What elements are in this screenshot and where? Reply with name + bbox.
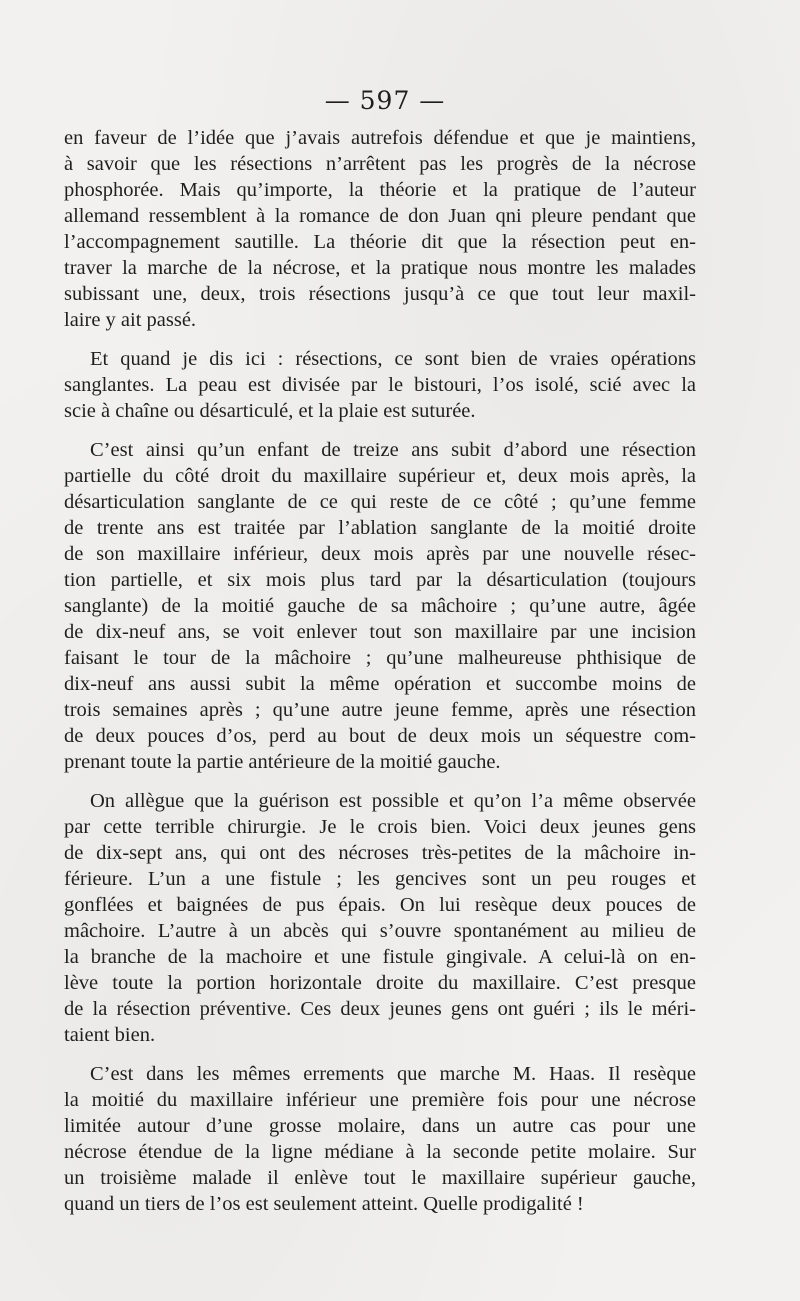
paragraph-5 (64, 1061, 696, 1217)
text-line: quand un tiers de l’os est seulement atteint. Quelle prodigalité ! (64, 1193, 584, 1215)
text-line: Et quand je dis ici : résections, ce sont bien de vraies opérations (90, 348, 696, 370)
text-line: traver la marche de la nécrose, et la pratique nous montre les malades (64, 257, 696, 279)
text-line: phosphorée. Mais qu’importe, la théorie et la pratique de l’auteur (64, 179, 696, 201)
text-line: de dix-neuf ans, se voit enlever tout son maxillaire par une incision (64, 621, 696, 643)
text-line: l’accompagnement sautille. La théorie dit que la résection peut en- (64, 231, 696, 253)
text-line: sanglantes. La peau est divisée par le bistouri, l’os isolé, scié avec la (64, 374, 696, 396)
text-line: partielle du côté droit du maxillaire supérieur et, deux mois après, la (64, 465, 696, 487)
text-line: scie à chaîne ou désarticulé, et la plaie est suturée. (64, 400, 476, 422)
text-line: mâchoire. L’autre à un abcès qui s’ouvre spontanément au milieu de (64, 920, 696, 942)
text-line: sanglante) de la moitié gauche de sa mâchoire ; qu’une autre, âgée (64, 595, 696, 617)
text-line: férieure. L’un a une fistule ; les gencives sont un peu rouges et (64, 868, 696, 890)
paragraph-1 (64, 125, 696, 333)
text-line: un troisième malade il enlève tout le maxillaire supérieur gauche, (64, 1167, 696, 1189)
text-line: la moitié du maxillaire inférieur une première fois pour une nécrose (64, 1089, 696, 1111)
text-line: C’est ainsi qu’un enfant de treize ans subit d’abord une résection (90, 439, 696, 461)
text-line: faisant le tour de la mâchoire ; qu’une malheureuse phthisique de (64, 647, 696, 669)
text-line: de la résection préventive. Ces deux jeunes gens ont guéri ; ils le méri- (64, 998, 696, 1020)
text-line: de trente ans est traitée par l’ablation sanglante de la moitié droite (64, 517, 696, 539)
text-line: trois semaines après ; qu’une autre jeune femme, après une résection (64, 699, 696, 721)
text-line: gonflées et baignées de pus épais. On lui resèque deux pouces de (64, 894, 696, 916)
text-line: dix-neuf ans aussi subit la même opération et succombe moins de (64, 673, 696, 695)
text-line: taient bien. (64, 1024, 156, 1046)
text-line: subissant une, deux, trois résections jusqu’à ce que tout leur maxil- (64, 283, 696, 305)
paragraph-2 (64, 346, 696, 424)
text-line: tion partielle, et six mois plus tard par la désarticulation (toujours (64, 569, 696, 591)
text-line: laire y ait passé. (64, 309, 197, 331)
text-line: la branche de la machoire et une fistule gingivale. A celui-là on en- (64, 946, 696, 968)
page-number: — 597 — (324, 86, 446, 115)
text-line: limitée autour d’une grosse molaire, dans un autre cas pour une (64, 1115, 696, 1137)
text-line: par cette terrible chirurgie. Je le crois bien. Voici deux jeunes gens (64, 816, 696, 838)
text-line: désarticulation sanglante de ce qui reste de ce côté ; qu’une femme (64, 491, 696, 513)
text-line: de deux pouces d’os, perd au bout de deux mois un séquestre com- (64, 725, 696, 747)
body-text (64, 125, 696, 1230)
text-line: lève toute la portion horizontale droite du maxillaire. C’est presque (64, 972, 696, 994)
text-line: allemand ressemblent à la romance de don Juan qni pleure pendant que (64, 205, 696, 227)
text-line: en faveur de l’idée que j’avais autrefois défendue et que je maintiens, (64, 127, 696, 149)
text-line: de son maxillaire inférieur, deux mois après par une nouvelle résec- (64, 543, 696, 565)
text-line: à savoir que les résections n’arrêtent pas les progrès de la nécrose (64, 153, 696, 175)
paragraph-3 (64, 437, 696, 775)
text-line: On allègue que la guérison est possible et qu’on l’a même observée (90, 790, 696, 812)
text-line: nécrose étendue de la ligne médiane à la seconde petite molaire. Sur (64, 1141, 696, 1163)
text-line: C’est dans les mêmes errements que marche M. Haas. Il resèque (90, 1063, 696, 1085)
paragraph-4 (64, 788, 696, 1048)
text-line: de dix-sept ans, qui ont des nécroses très-petites de la mâchoire in- (64, 842, 696, 864)
text-line: prenant toute la partie antérieure de la moitié gauche. (64, 751, 501, 773)
